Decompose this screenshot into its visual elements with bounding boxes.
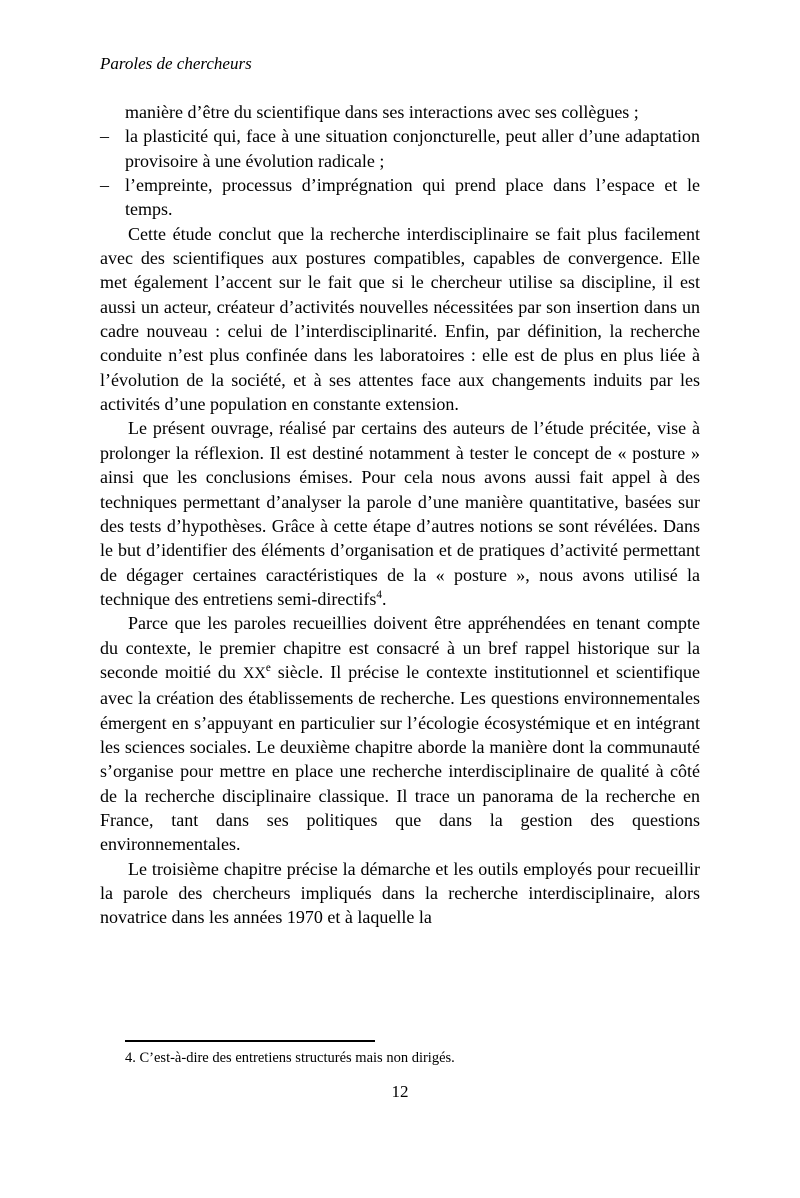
dash-item-text: l’empreinte, processus d’imprégnation qui prend place dans l’espace et le temps. xyxy=(125,175,700,220)
paragraphs xyxy=(100,222,700,930)
footnote-rule xyxy=(125,1040,375,1042)
text-segment: siècle. Il précise le contexte institutionnel et scientifique avec la création des établissements de recherche. Les questions environnementales émergent en s’appuyant en particulier sur l’écologie écosystémique et en intégrant les sciences sociales. Le deuxième chapitre aborde la manière dont la communauté s’organise pour mettre en place une recherche interdisciplinaire de qualité à côté de la recherche disciplinaire classique. Il trace un panorama de la recherche en France, tant dans ses politiques que dans la gestion des questions environnementales. xyxy=(100,661,701,855)
dash-list-item xyxy=(100,124,700,173)
superscript: e xyxy=(265,661,271,674)
paragraph xyxy=(100,857,700,930)
text-segment: . xyxy=(381,588,387,609)
superscript: 4 xyxy=(376,588,382,601)
text-segment: Cette étude conclut que la recherche interdisciplinaire se fait plus facilement avec des scientifiques aux postures compatibles, capables de convergence. Elle met également l’accent sur le fait que si le chercheur utilise sa discipline, il est aussi un acteur, créateur d’activités nouvelles nécessitées par son insertion dans un cadre nouveau : celui de l’interdisciplinarité. Enfin, par définition, la recherche conduite n’est plus confinée dans les laboratoires : elle est de plus en plus liée à l’évolution de la société, et à ses attentes face aux changements induits par les activités d’une population en constante extension. xyxy=(100,223,700,415)
text-segment: Le troisième chapitre précise la démarche et les outils employés pour recueillir la parole des chercheurs impliqués dans la recherche interdisciplinaire, alors novatrice dans les années 1970 et à laquelle la xyxy=(100,858,700,928)
dash-list-item xyxy=(100,173,700,222)
dash-list xyxy=(100,124,700,221)
paragraph xyxy=(100,222,700,417)
small-caps-text: XX xyxy=(242,664,266,682)
paragraph xyxy=(100,416,700,611)
text-segment: Parce que les paroles recueillies doivent être appréhendées en tenant compte du contexte, le premier chapitre est consacré à un bref rappel historique sur la seconde moitié du xyxy=(100,613,700,682)
dash-item-text: la plasticité qui, face à une situation conjoncturelle, peut aller d’une adaptation provisoire à une évolution radicale ; xyxy=(125,126,700,171)
list-continuation: manière d’être du scientifique dans ses interactions avec ses collègues ; xyxy=(125,102,639,122)
dash-marker: – xyxy=(100,126,109,147)
running-header: Paroles de chercheurs xyxy=(100,54,252,73)
paragraph xyxy=(100,611,700,856)
page-number: 12 xyxy=(391,1082,409,1101)
text-segment: Le présent ouvrage, réalisé par certains des auteurs de l’étude précitée, vise à prolonger la réflexion. Il est destiné notamment à tester le concept de « posture » ainsi que les conclusions émises. Pour cela nous avons aussi fait appel à des techniques permettant d’analyser la parole d’une manière quantitative, basées sur des tests d’hypothèses. Grâce à cette étape d’autres notions se sont révélées. Dans le but d’identifier des éléments d’organisation et de pratiques d’activité permettant de dégager certaines caractéristiques de la « posture », nous avons utilisé la technique des entretiens semi-directifs xyxy=(100,418,700,609)
footnote: 4. C’est-à-dire des entretiens structurés mais non dirigés. xyxy=(125,1050,455,1066)
dash-marker: – xyxy=(100,175,109,196)
body-text xyxy=(100,100,700,930)
footnote-block xyxy=(100,1040,700,1067)
